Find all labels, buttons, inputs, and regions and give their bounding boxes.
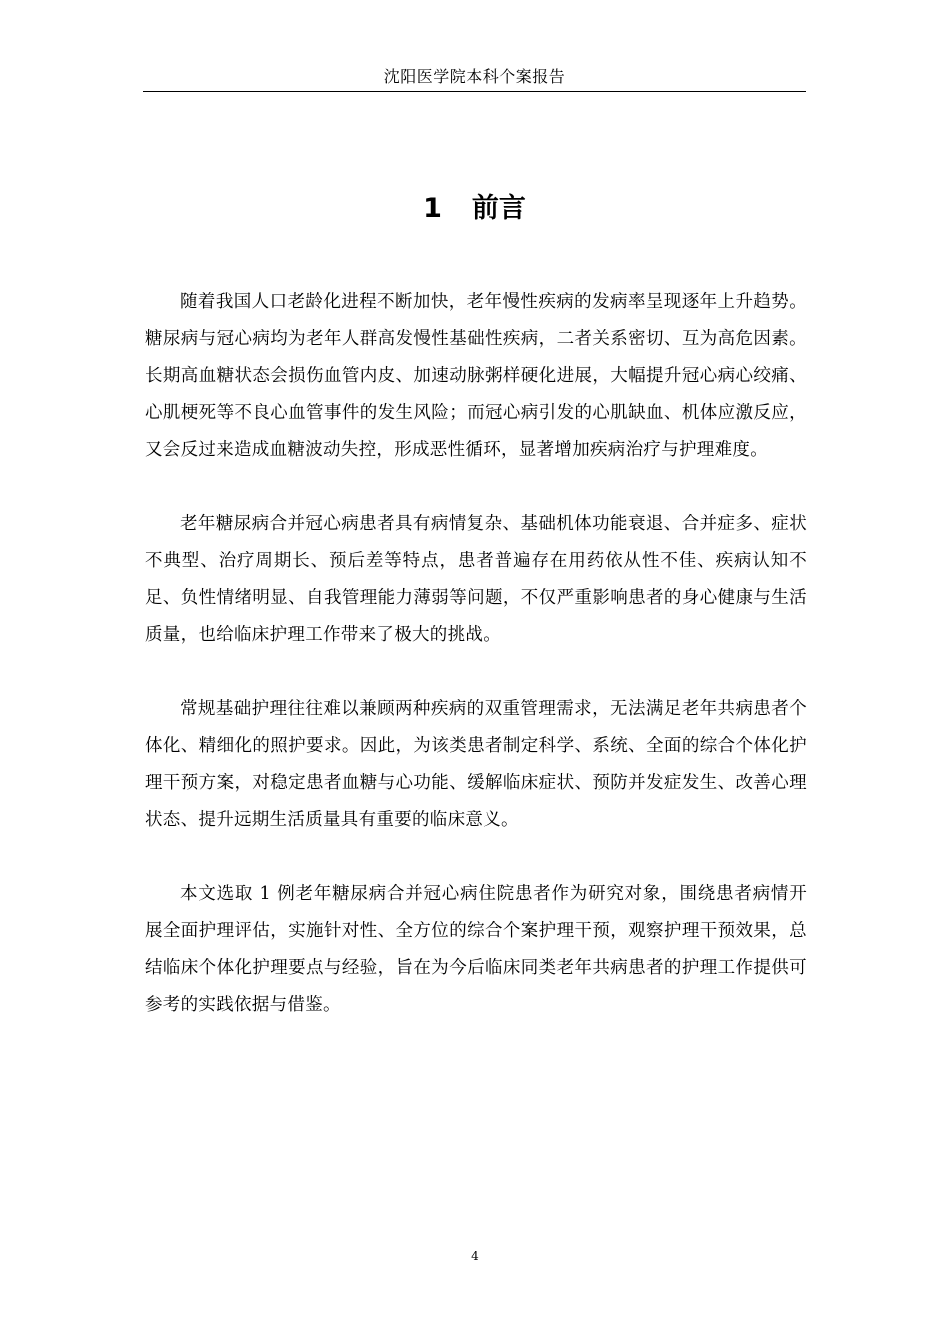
chapter-title <box>143 189 806 229</box>
paragraph-4: 本文选取 1 例老年糖尿病合并冠心病住院患者作为研究对象，围绕患者病情开展全面护理评估，实施针对性、全方位的综合个案护理干预，观察护理干预效果，总结临床个体化护理要点与经验，旨在为今后临床同类老年共病患者的护理工作提供可参考的实践依据与借鉴。 <box>145 884 807 1015</box>
chapter-number: 1 <box>423 193 442 224</box>
paragraph-1: 随着我国人口老龄化进程不断加快，老年慢性疾病的发病率呈现逐年上升趋势。糖尿病与冠心病均为老年人群高发慢性基础性疾病，二者关系密切、互为高危因素。长期高血糖状态会损伤血管内皮、加速动脉粥样硬化进展，大幅提升冠心病心绞痛、心肌梗死等不良心血管事件的发生风险；而冠心病引发的心肌缺血、机体应激反应，又会反过来造成血糖波动失控，形成恶性循环，显著增加疾病治疗与护理难度。 <box>145 292 807 460</box>
paragraph-3: 常规基础护理往往难以兼顾两种疾病的双重管理需求，无法满足老年共病患者个体化、精细化的照护要求。因此，为该类患者制定科学、系统、全面的综合个体化护理干预方案，对稳定患者血糖与心功能、缓解临床症状、预防并发症发生、改善心理状态、提升远期生活质量具有重要的临床意义。 <box>145 699 807 830</box>
paragraph-2: 老年糖尿病合并冠心病患者具有病情复杂、基础机体功能衰退、合并症多、症状不典型、治疗周期长、预后差等特点，患者普遍存在用药依从性不佳、疾病认知不足、负性情绪明显、自我管理能力薄弱等问题，不仅严重影响患者的身心健康与生活质量，也给临床护理工作带来了极大的挑战。 <box>145 514 807 645</box>
chapter-title-text: 前言 <box>471 193 526 224</box>
page-number: 4 <box>471 1249 479 1263</box>
running-header: 沈阳医学院本科个案报告 <box>383 67 566 86</box>
body-text <box>145 284 807 1061</box>
header-rule <box>143 91 806 92</box>
